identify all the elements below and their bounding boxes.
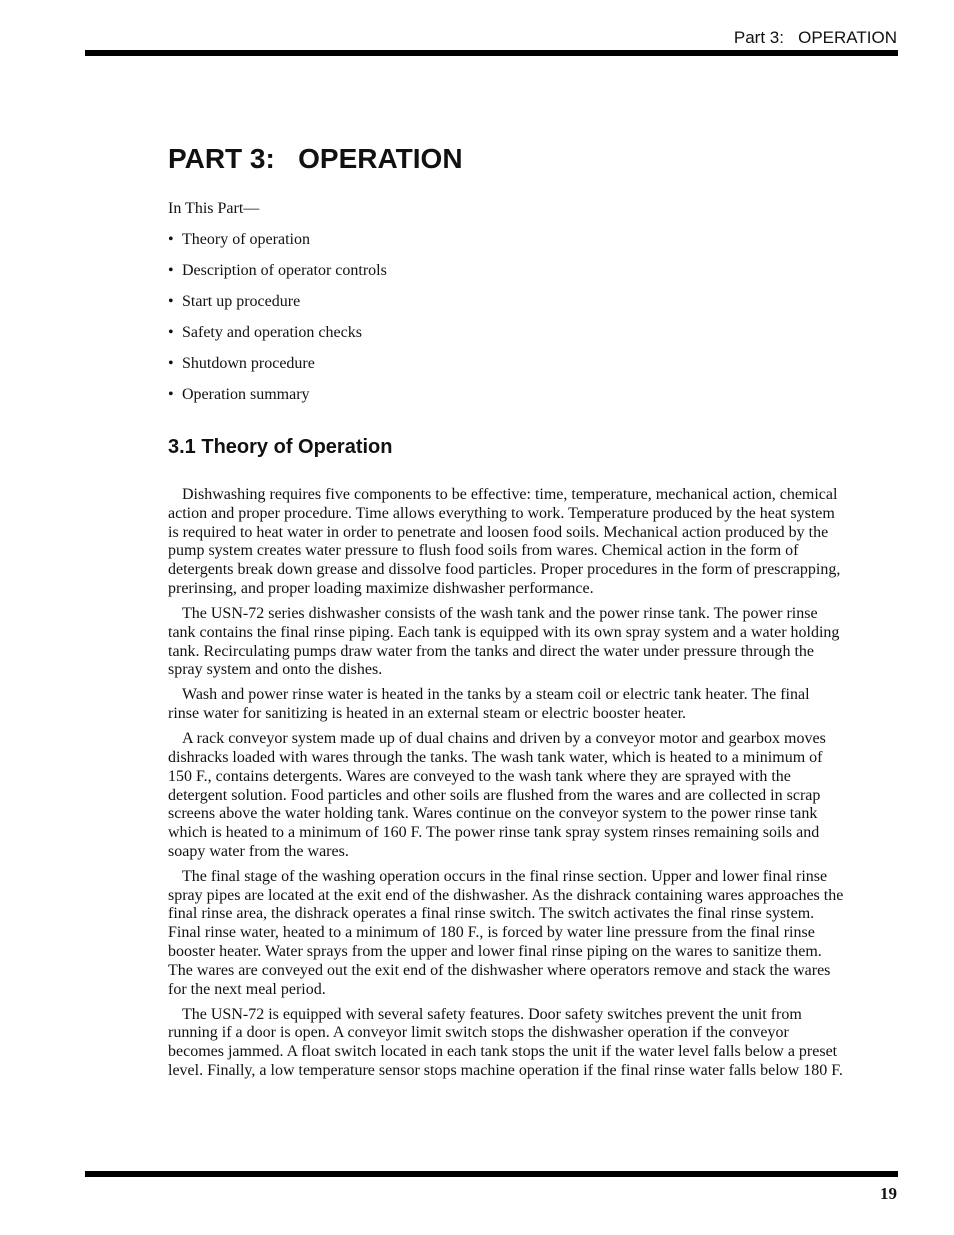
list-item xyxy=(168,293,387,324)
list-item xyxy=(168,231,387,262)
page-number: 19 xyxy=(880,1184,897,1203)
body-paragraph: The USN-72 is equipped with several safety features. Door safety switches prevent the unit from running if a door is open. A conveyor limit switch stops the dishwasher operation if the conveyor becomes jammed. A float switch located in each tank stops the unit if the water level falls below a preset level. Finally, a low temperature sensor stops machine operation if the final rinse water falls below 180 F. xyxy=(168,1005,843,1080)
running-head: Part 3: OPERATION xyxy=(733,28,897,47)
body-paragraph: The USN-72 series dishwasher consists of the wash tank and the power rinse tank. The power rinse tank contains the final rinse piping. Each tank is equipped with its own spray system and a water holding tank. Recirculating pumps draw water from the tanks and direct the water under pressure through the spray system and onto the dishes. xyxy=(168,604,840,679)
body-paragraph: The final stage of the washing operation occurs in the final rinse section. Upper and lower final rinse spray pipes are located at the exit end of the dishwasher. As the dishrack containing wares approaches the final rinse area, the dishrack operates a final rinse switch. The switch activates the final rinse system. Final rinse water, heated to a minimum of 180 F., is forced by water line pressure from the final rinse booster heater. Water sprays from the upper and lower final rinse piping on the wares to sanitize them. The wares are conveyed out the exit end of the dishwasher where operators remove and stack the wares for the next meal period. xyxy=(168,867,844,998)
part-title: PART 3: OPERATION xyxy=(168,143,463,174)
list-item xyxy=(168,386,387,417)
part-contents-list xyxy=(168,231,387,417)
body-paragraph: A rack conveyor system made up of dual chains and driven by a conveyor motor and gearbox moves dishracks loaded with wares through the tanks. The wash tank water, which is heated to a minimum of 150 F., contains detergents. Wares are conveyed to the wash tank where they are sprayed with the detergent solution. Food particles and other soils are flushed from the wares and are collected in scrap screens above the water holding tank. Wares continue on the conveyor system to the power rinse tank which is heated to a minimum of 160 F. The power rinse tank spray system rinses remaining soils and soapy water from the wares. xyxy=(168,730,826,860)
section-body xyxy=(168,486,844,1087)
bullet-icon: • xyxy=(168,231,174,248)
bullet-icon: • xyxy=(168,386,174,403)
body-paragraph: Wash and power rinse water is heated in the tanks by a steam coil or electric tank heater. The final rinse water for sanitizing is heated in an external steam or electric booster heater. xyxy=(168,686,810,723)
list-item-text: Start up procedure xyxy=(182,293,301,310)
bullet-icon: • xyxy=(168,293,174,310)
list-item xyxy=(168,355,387,386)
list-item-text: Description of operator controls xyxy=(182,262,387,279)
list-item xyxy=(168,262,387,293)
bullet-icon: • xyxy=(168,355,174,372)
list-item-text: Shutdown procedure xyxy=(182,355,315,372)
header-rule xyxy=(85,50,898,56)
list-item-text: Safety and operation checks xyxy=(182,324,362,341)
section-title: 3.1 Theory of Operation xyxy=(168,436,393,458)
bullet-icon: • xyxy=(168,262,174,279)
bullet-icon: • xyxy=(168,324,174,341)
part-intro: In This Part— xyxy=(168,200,260,217)
footer-rule xyxy=(85,1171,898,1177)
body-paragraph: Dishwashing requires five components to be effective: time, temperature, mechanical action, chemical action and proper procedure. Time allows everything to work. Temperature produced by the heat system is required to heat water in order to penetrate and loosen food soils. Mechanical action produced by the pump system creates water pressure to flush food soils from wares. Chemical action in the form of detergents break down grease and dissolve food particles. Proper procedures in the form of prescrapping, prerinsing, and proper loading maximize dishwasher performance. xyxy=(168,486,841,597)
list-item-text: Theory of operation xyxy=(182,231,310,248)
list-item xyxy=(168,324,387,355)
list-item-text: Operation summary xyxy=(182,386,310,403)
